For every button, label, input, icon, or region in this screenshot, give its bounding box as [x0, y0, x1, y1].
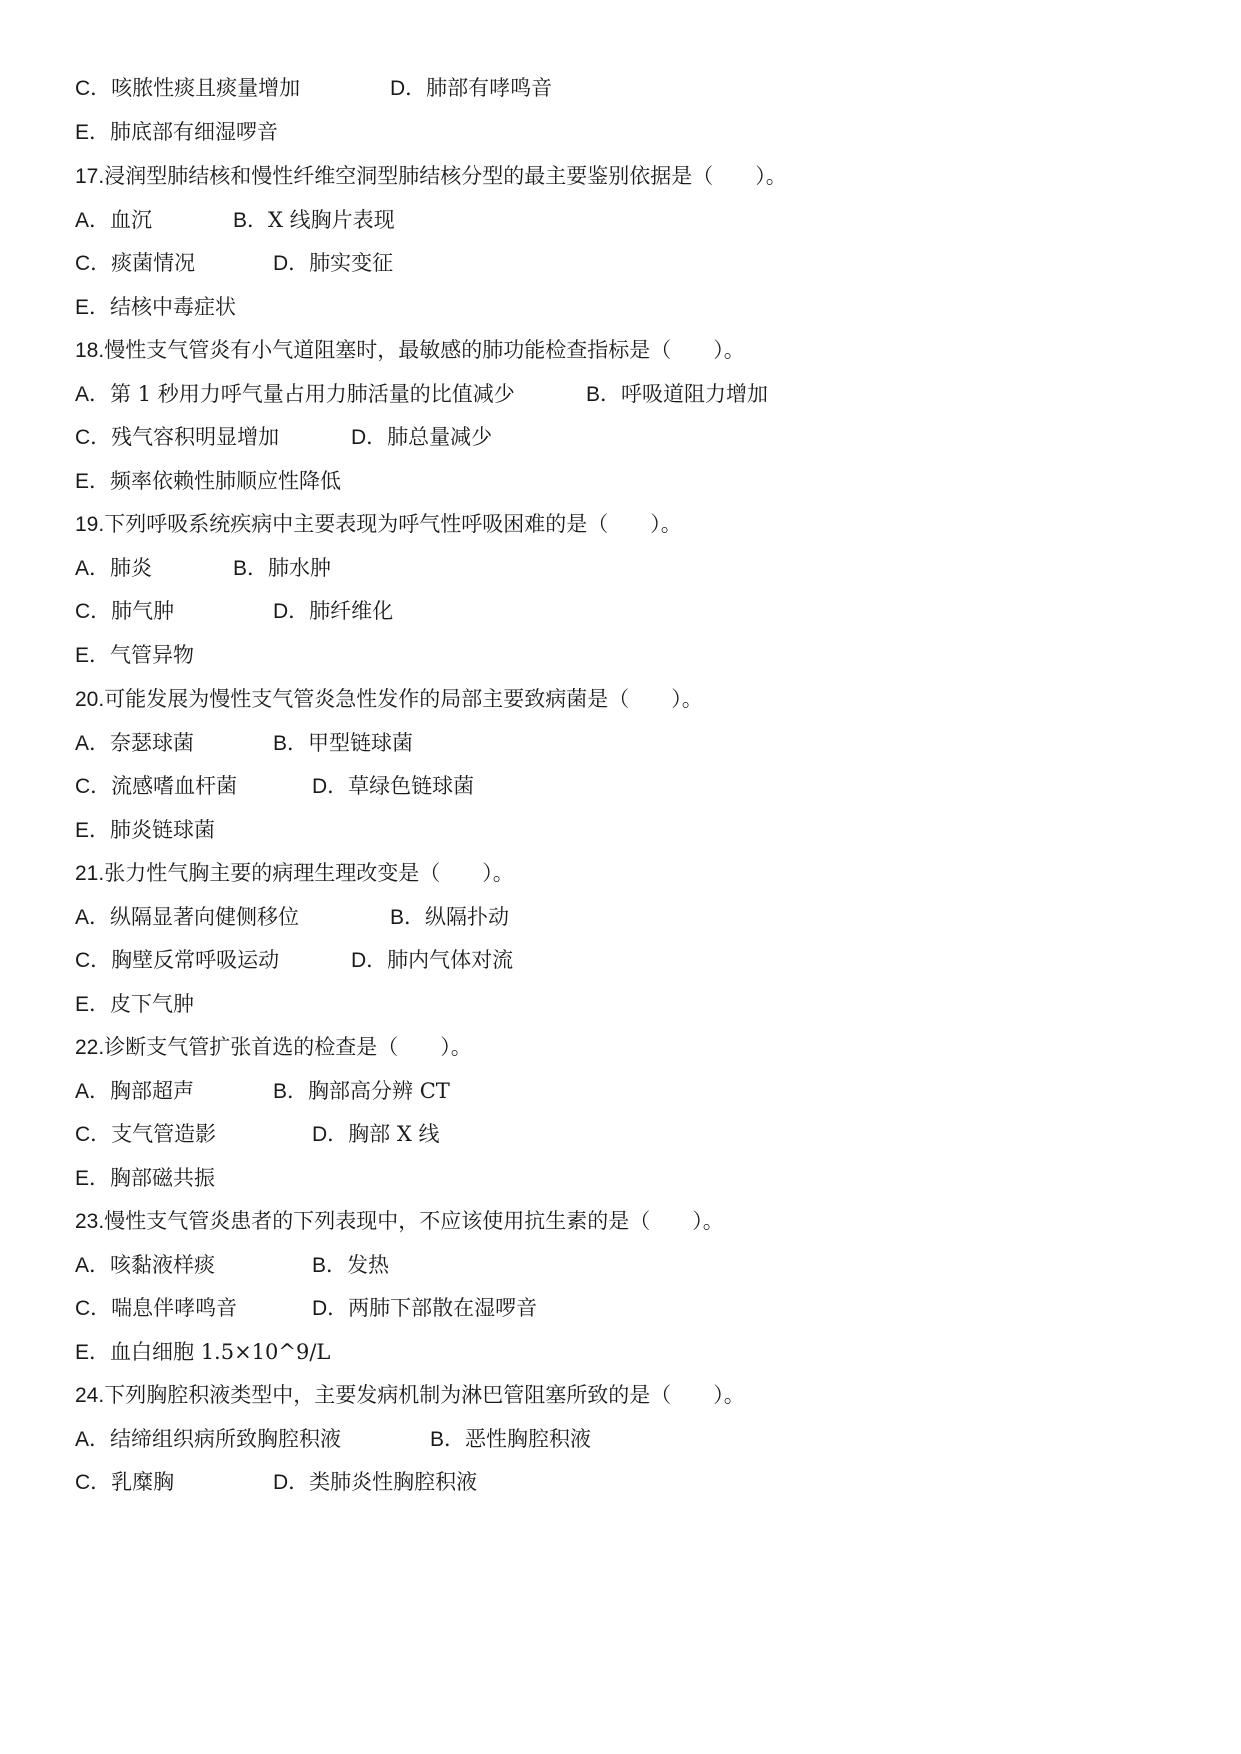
option-letter: C．: [75, 77, 112, 100]
option-text: 肺总量减少: [387, 425, 493, 449]
option-text: 类肺炎性胸腔积液: [309, 1470, 478, 1494]
option-text: 残气容积明显增加: [111, 425, 280, 449]
question-number: 17.: [75, 165, 105, 188]
answer-option: [312, 773, 474, 800]
option-letter: C．: [75, 600, 112, 623]
option-letter: D．: [312, 1297, 349, 1320]
answer-option: [233, 555, 331, 582]
answer-option: [75, 598, 174, 625]
answer-option: [75, 1078, 194, 1105]
option-text: 肺纤维化: [309, 599, 394, 623]
option-text: 胸壁反常呼吸运动: [111, 948, 280, 972]
option-text: 胸部超声: [110, 1079, 195, 1103]
answer-option: [75, 424, 279, 451]
option-letter: B．: [390, 906, 426, 929]
option-letter: A．: [75, 383, 111, 406]
answer-option: [430, 1426, 591, 1453]
option-text: 气管异物: [110, 643, 195, 667]
question-text: [75, 163, 787, 190]
option-letter: D．: [390, 77, 427, 100]
answer-option: [75, 642, 194, 669]
answer-option: [75, 1295, 237, 1322]
answer-option: [390, 75, 552, 102]
question-text: [75, 860, 514, 887]
option-letter: B．: [312, 1254, 348, 1277]
option-letter: A．: [75, 1428, 111, 1451]
option-letter: E．: [75, 121, 111, 144]
question-stem: 张力性气胸主要的病理生理改变是（ ）。: [104, 861, 514, 885]
answer-option: [312, 1295, 537, 1322]
question-stem: 下列呼吸系统疾病中主要表现为呼气性呼吸困难的是（ ）。: [104, 512, 682, 536]
option-text: 频率依赖性肺顺应性降低: [110, 469, 342, 493]
question-number: 21.: [75, 862, 105, 885]
answer-option: [75, 947, 279, 974]
option-letter: B．: [233, 557, 269, 580]
option-text: 肺炎链球菌: [110, 818, 216, 842]
question-number: 22.: [75, 1036, 105, 1059]
option-letter: C．: [75, 1471, 112, 1494]
option-text: 恶性胸腔积液: [465, 1427, 592, 1451]
option-text: 咳黏液样痰: [110, 1253, 216, 1277]
answer-option: [75, 207, 152, 234]
question-stem: 浸润型肺结核和慢性纤维空洞型肺结核分型的最主要鉴别依据是（ ）。: [104, 164, 787, 188]
option-text: 乳糜胸: [111, 1470, 175, 1494]
option-letter: D．: [351, 426, 388, 449]
option-letter: E．: [75, 819, 111, 842]
answer-option: [75, 381, 515, 408]
answer-option: [75, 250, 195, 277]
option-letter: C．: [75, 949, 112, 972]
answer-option: [75, 75, 300, 102]
option-text: 咳脓性痰且痰量增加: [111, 76, 301, 100]
answer-option: [75, 294, 236, 321]
option-text: 血沉: [110, 208, 153, 232]
question-number: 23.: [75, 1210, 105, 1233]
answer-option: [75, 119, 278, 146]
option-letter: A．: [75, 732, 111, 755]
option-letter: B．: [233, 209, 269, 232]
question-stem: 慢性支气管炎有小气道阻塞时，最敏感的肺功能检查指标是（ ）。: [104, 338, 745, 362]
option-letter: E．: [75, 470, 111, 493]
option-letter: E．: [75, 296, 111, 319]
option-text: 肺水肿: [268, 556, 332, 580]
answer-option: [75, 773, 237, 800]
answer-option: [75, 817, 215, 844]
answer-option: [233, 207, 395, 234]
answer-option: [390, 904, 509, 931]
question-number: 20.: [75, 688, 105, 711]
option-text: 两肺下部散在湿啰音: [348, 1296, 538, 1320]
question-text: [75, 1034, 472, 1061]
option-letter: E．: [75, 993, 111, 1016]
answer-option: [75, 1469, 174, 1496]
option-letter: C．: [75, 1297, 112, 1320]
answer-option: [75, 1426, 341, 1453]
option-text: 奈瑟球菌: [110, 731, 195, 755]
option-letter: D．: [273, 252, 310, 275]
answer-option: [312, 1252, 389, 1279]
option-letter: A．: [75, 209, 111, 232]
option-text: 结缔组织病所致胸腔积液: [110, 1427, 342, 1451]
answer-option: [75, 1165, 215, 1192]
option-text: 支气管造影: [111, 1122, 217, 1146]
option-text: 肺实变征: [309, 251, 394, 275]
answer-option: [273, 730, 413, 757]
option-letter: C．: [75, 252, 112, 275]
question-number: 19.: [75, 513, 105, 536]
option-letter: B．: [273, 732, 309, 755]
option-letter: D．: [273, 600, 310, 623]
answer-option: [75, 1121, 216, 1148]
answer-option: [75, 1339, 330, 1366]
option-letter: E．: [75, 644, 111, 667]
option-letter: B．: [586, 383, 622, 406]
option-letter: C．: [75, 775, 112, 798]
answer-option: [273, 598, 393, 625]
option-letter: C．: [75, 1123, 112, 1146]
option-text: 呼吸道阻力增加: [621, 382, 769, 406]
option-letter: B．: [430, 1428, 466, 1451]
question-text: [75, 511, 682, 538]
option-text: 胸部 X 线: [348, 1122, 440, 1146]
option-text: 肺部有哮鸣音: [426, 76, 553, 100]
option-letter: E．: [75, 1167, 111, 1190]
option-text: 发热: [347, 1253, 390, 1277]
option-text: 流感嗜血杆菌: [111, 774, 238, 798]
option-letter: A．: [75, 906, 111, 929]
option-letter: E．: [75, 1341, 111, 1364]
option-letter: A．: [75, 1080, 111, 1103]
option-text: 肺底部有细湿啰音: [110, 120, 279, 144]
answer-option: [273, 1469, 477, 1496]
option-text: 胸部磁共振: [110, 1166, 216, 1190]
question-text: [75, 1208, 724, 1235]
option-text: 胸部高分辨 CT: [308, 1079, 450, 1103]
option-text: 草绿色链球菌: [348, 774, 475, 798]
question-number: 18.: [75, 339, 105, 362]
option-text: 纵隔扑动: [425, 905, 510, 929]
option-text: 痰菌情况: [111, 251, 196, 275]
option-text: 肺气肿: [111, 599, 175, 623]
option-letter: D．: [351, 949, 388, 972]
answer-option: [312, 1121, 439, 1148]
answer-option: [273, 1078, 450, 1105]
option-letter: D．: [312, 1123, 349, 1146]
question-number: 24.: [75, 1384, 105, 1407]
option-letter: D．: [273, 1471, 310, 1494]
answer-option: [75, 991, 194, 1018]
answer-option: [75, 904, 299, 931]
answer-option: [75, 730, 194, 757]
option-letter: B．: [273, 1080, 309, 1103]
option-text: 纵隔显著向健侧移位: [110, 905, 300, 929]
option-text: X 线胸片表现: [268, 208, 395, 232]
option-letter: A．: [75, 1254, 111, 1277]
option-text: 皮下气肿: [110, 992, 195, 1016]
answer-option: [273, 250, 393, 277]
question-text: [75, 1382, 745, 1409]
answer-option: [75, 468, 341, 495]
option-text: 结核中毒症状: [110, 295, 237, 319]
option-text: 肺炎: [110, 556, 153, 580]
question-stem: 慢性支气管炎患者的下列表现中，不应该使用抗生素的是（ ）。: [104, 1209, 724, 1233]
option-text: 甲型链球菌: [308, 731, 414, 755]
answer-option: [351, 947, 513, 974]
question-stem: 下列胸腔积液类型中，主要发病机制为淋巴管阻塞所致的是（ ）。: [104, 1383, 745, 1407]
answer-option: [351, 424, 492, 451]
option-letter: C．: [75, 426, 112, 449]
option-letter: A．: [75, 557, 111, 580]
question-stem: 可能发展为慢性支气管炎急性发作的局部主要致病菌是（ ）。: [104, 687, 703, 711]
option-text: 血白细胞 1.5×10^9/L: [110, 1340, 331, 1364]
question-text: [75, 686, 703, 713]
question-text: [75, 337, 745, 364]
option-letter: D．: [312, 775, 349, 798]
option-text: 第 1 秒用力呼气量占用力肺活量的比值减少: [110, 382, 515, 406]
question-stem: 诊断支气管扩张首选的检查是（ ）。: [104, 1035, 472, 1059]
option-text: 喘息伴哮鸣音: [111, 1296, 238, 1320]
answer-option: [75, 1252, 215, 1279]
answer-option: [586, 381, 768, 408]
answer-option: [75, 555, 152, 582]
option-text: 肺内气体对流: [387, 948, 514, 972]
